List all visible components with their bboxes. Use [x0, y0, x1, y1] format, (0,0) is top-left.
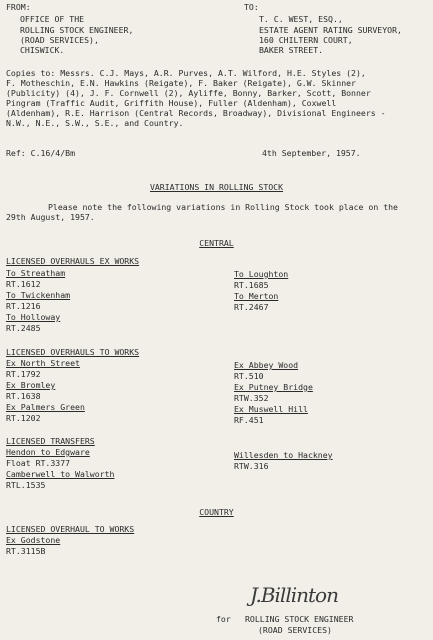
to-works-right-stock-3: RF.451 [234, 415, 264, 425]
to-works-left-stock-1: RT.1792 [6, 369, 41, 379]
to-works-left-place-2: Ex Bromley [6, 380, 56, 390]
to-label: TO: [244, 2, 259, 12]
transfers-left-line-3: Camberwell to Walworth [6, 469, 115, 479]
to-works-left-stock-3: RT.1202 [6, 413, 41, 423]
ex-works-right-stock-1: RT.1685 [234, 280, 269, 290]
to-works-right-stock-2: RTW.352 [234, 393, 269, 403]
transfers-left-line-4: RTL.1535 [6, 480, 46, 490]
transfers-heading: LICENSED TRANSFERS [6, 436, 95, 446]
transfers-right-line-2: RTW.316 [234, 461, 269, 471]
country-place: Ex Godstone [6, 535, 61, 545]
to-works-right-stock-1: RT.510 [234, 371, 264, 381]
to-works-right-place-3: Ex Muswell Hill [234, 404, 308, 414]
country-overhaul-heading: LICENSED OVERHAUL TO WORKS [6, 524, 135, 534]
ex-works-left-stock-3: RT.2485 [6, 323, 41, 333]
document-title: VARIATIONS IN ROLLING STOCK [149, 182, 284, 192]
to-works-left-place-3: Ex Palmers Green [6, 402, 85, 412]
ex-works-left-place-2: To Twickenham [6, 290, 71, 300]
overhauls-to-works-heading: LICENSED OVERHAULS TO WORKS [6, 347, 140, 357]
intro-line-1: Please note the following variations in Rolling Stock took place on the [48, 202, 398, 212]
copies-line-1: Copies to: Messrs. C.J. Mays, A.R. Purves, A.T. Wilford, H.E. Styles (2), [6, 68, 366, 78]
date: 4th September, 1957. [262, 148, 361, 158]
to-line-3: 160 CHILTERN COURT, [259, 35, 353, 45]
copies-line-5: (Aldenham), R.E. Harrison (Central Records, Broadway), Divisional Engineers - [6, 108, 386, 118]
signature-title-2: (ROAD SERVICES) [258, 625, 332, 635]
central-heading: CENTRAL [199, 238, 234, 248]
ex-works-right-stock-2: RT.2467 [234, 302, 269, 312]
overhauls-ex-works-heading: LICENSED OVERHAULS EX WORKS [6, 256, 140, 266]
copies-line-6: N.W., N.E., S.W., S.E., and Country. [6, 118, 184, 128]
signature-title-1: ROLLING STOCK ENGINEER [245, 614, 354, 624]
intro-line-2: 29th August, 1957. [6, 212, 95, 222]
country-stock: RT.3115B [6, 546, 46, 556]
ex-works-left-place-3: To Holloway [6, 312, 61, 322]
to-works-right-place-1: Ex Abbey Wood [234, 360, 299, 370]
transfers-left-line-1: Hendon to Edgware [6, 447, 90, 457]
to-works-left-stock-2: RT.1638 [6, 391, 41, 401]
to-works-left-place-1: Ex North Street [6, 358, 80, 368]
transfers-right-line-1: Willesden to Hackney [234, 450, 333, 460]
from-line-4: CHISWICK. [20, 45, 65, 55]
transfers-left-line-2: Float RT.3377 [6, 458, 71, 468]
from-line-3: (ROAD SERVICES), [20, 35, 99, 45]
from-label: FROM: [6, 2, 31, 12]
signature-for-label: for [216, 614, 231, 624]
handwritten-signature: J.Billinton [250, 583, 338, 607]
from-line-1: OFFICE OF THE [20, 14, 85, 24]
copies-line-3: (Publicity) (4), J. F. Cornwell (2), Ayliffe, Bonny, Barker, Scott, Bonner [6, 88, 371, 98]
to-line-1: T. C. WEST, ESQ., [259, 14, 343, 24]
copies-line-4: Pingram (Traffic Audit, Griffith House), Fuller (Aldenham), Coxwell [6, 98, 337, 108]
ex-works-left-place-1: To Streatham [6, 268, 66, 278]
copies-line-2: F. Motheschin, E.N. Hawkins (Reigate), F. Baker (Reigate), G.W. Skinner [6, 78, 356, 88]
country-heading: COUNTRY [199, 507, 234, 517]
ex-works-left-stock-2: RT.1216 [6, 301, 41, 311]
to-line-4: BAKER STREET. [259, 45, 324, 55]
ex-works-right-place-2: To Merton [234, 291, 279, 301]
reference: Ref: C.16/4/Bm [6, 148, 76, 158]
to-works-right-place-2: Ex Putney Bridge [234, 382, 313, 392]
from-line-2: ROLLING STOCK ENGINEER, [20, 25, 134, 35]
ex-works-left-stock-1: RT.1612 [6, 279, 41, 289]
ex-works-right-place-1: To Loughton [234, 269, 289, 279]
to-line-2: ESTATE AGENT RATING SURVEYOR, [259, 25, 402, 35]
